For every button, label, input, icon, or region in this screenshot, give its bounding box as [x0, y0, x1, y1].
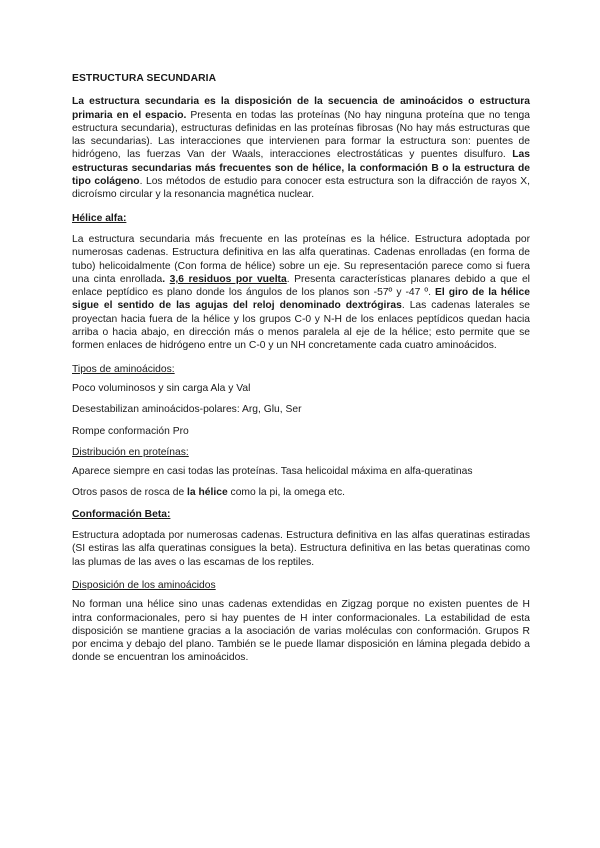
beta-heading: Conformación Beta:: [72, 508, 171, 520]
tipos-line-3: Rompe conformación Pro: [72, 425, 189, 437]
helice-bold-dot: .: [162, 273, 170, 285]
beta-paragraph: Estructura adoptada por numerosas cadenas. Estructura definitiva en las alfas queratinas estiradas (SI estiras las alfa queratinas consigues la beta). Estructura definitiva en las betas queratinas como las plumas de las aves o las escamas de los reptiles.: [72, 530, 530, 568]
distribucion-heading: Distribución en proteínas:: [72, 446, 189, 458]
document-page: [72, 72, 530, 675]
distribucion-bold-helice: la hélice: [187, 487, 228, 499]
intro-text: Presenta en todas las proteínas (No hay ninguna proteína que no tenga estructura secundaria), estructuras definidas en las proteínas fibrosas (No hay más estructuras que las secundarias). Las interacciones que intervienen para formar la estructura son: puentes de hidrógeno, las fuerzas Van der Waals, interacciones electrostáticas y puentes disulfuro.: [72, 109, 531, 161]
helice-text-3: . Las cadenas laterales se proyectan hacia fuera de la hélice y los grupos C-0 y N-H de los enlaces peptídicos quedan hacia arriba o hacia abajo, en dirección más o menos paralela al eje de la hélice; esto permite que se formen enlaces de hidrógeno entre un C-0 y un NH concretamente cada cuatro aminoácidos.: [72, 300, 530, 352]
disposicion-heading: Disposición de los aminoácidos: [72, 579, 216, 591]
helice-paragraph: [72, 233, 530, 353]
intro-bold-types: Las estructuras secundarias más frecuentes son de hélice, la conformación B o la estructura de tipo colágeno: [72, 149, 530, 188]
helice-residues: 3,6 residuos por vuelta: [169, 273, 287, 285]
helice-text-2: . Presenta características planares debido a que el enlace peptídico es plano donde los ángulos de los planos son -57º y -47 º.: [72, 273, 530, 299]
distribucion-text-c: como la pi, la omega etc.: [227, 487, 346, 499]
helice-heading: Hélice alfa:: [72, 212, 127, 224]
tipos-line-1: Poco voluminosos y sin carga Ala y Val: [72, 382, 251, 394]
page-title: ESTRUCTURA SECUNDARIA: [72, 73, 217, 84]
intro-bold-definition: La estructura secundaria es la disposición de la secuencia de aminoácidos o estructura primaria en el espacio.: [72, 96, 530, 121]
distribucion-line-1: Aparece siempre en casi todas las proteínas. Tasa helicoidal máxima en alfa-queratinas: [72, 466, 473, 478]
distribucion-text-a: Otros pasos de rosca de: [72, 487, 188, 499]
tipos-heading: Tipos de aminoácidos:: [72, 363, 175, 375]
helice-bold-dextrogiras: El giro de la hélice sigue el sentido de las agujas del reloj denominado dextrógiras: [72, 287, 530, 312]
disposicion-paragraph: No forman una hélice sino unas cadenas extendidas en Zigzag porque no existen puentes de H intra conformacionales, pero si hay puentes de H inter conformacionales. La estabilidad de esta disposición se mantiene gracias a la asociación de varias moléculas con conformación. Grupos R por encima y debajo del plano. También se le puede llamar disposición en lámina plegada debido a donde se encuentran los aminoácidos.: [72, 599, 530, 664]
intro-paragraph: [72, 95, 530, 201]
distribucion-line-2: [72, 486, 530, 499]
tipos-line-2: Desestabilizan aminoácidos-polares: Arg, Glu, Ser: [72, 404, 302, 416]
intro-text-methods: . Los métodos de estudio para conocer esta estructura son la difracción de rayos X, dicroísmo circular y la resonancia magnética nuclear.: [72, 176, 530, 201]
helice-text-1: La estructura secundaria más frecuente en las proteínas es la hélice. Estructura adoptada por numerosas cadenas. Estructura definitiva en las alfa queratinas. Cadenas enrolladas (en forma de tubo) helicoidalmente (Con forma de hélice) sobre un eje. Su representación parece como si fuera una cinta enrollada: [72, 233, 530, 285]
